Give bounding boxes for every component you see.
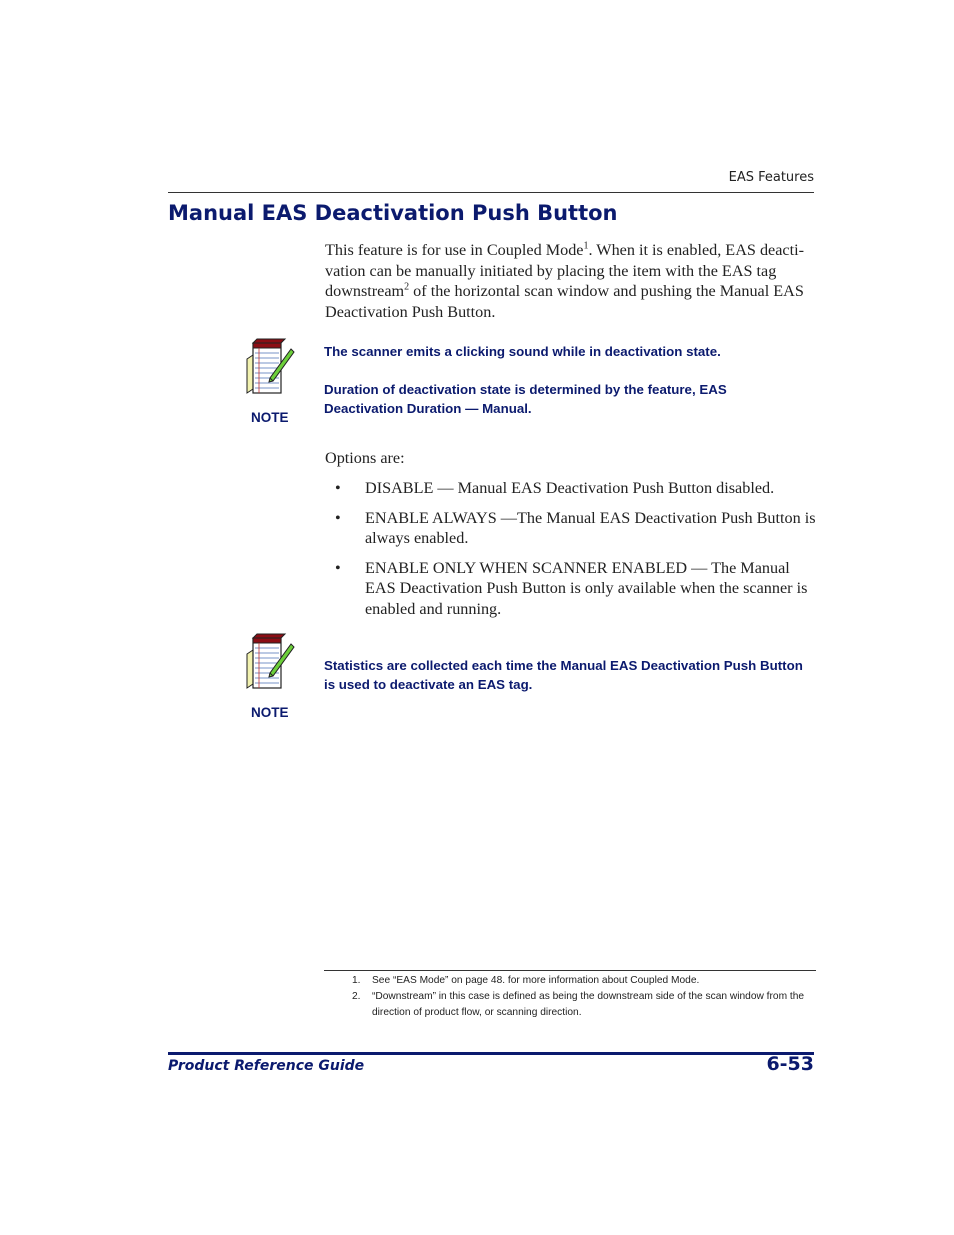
footer-guide-title: Product Reference Guide: [168, 1058, 365, 1074]
running-header: EAS Features: [728, 170, 814, 185]
page-number: 6-53: [766, 1053, 814, 1075]
note-text-3: Statistics are collected each time the Manual EAS Deactivation Push Button is used to deactivate an EAS tag.: [324, 658, 803, 692]
note-label: NOTE: [251, 705, 289, 720]
footnote-number: 1.: [352, 975, 361, 986]
intro-part-2: . When it is enabled, EAS deacti-vation can be manually initiated by placing the item with the EAS tag downstream: [325, 241, 804, 300]
intro-part-1: This feature is for use in Coupled Mode: [325, 241, 584, 259]
options-list: [325, 478, 817, 628]
footnote-ref-1[interactable]: 1: [583, 240, 589, 252]
note-label: NOTE: [251, 410, 289, 425]
header-rule: [168, 192, 814, 193]
section-title: Manual EAS Deactivation Push Button: [168, 201, 618, 225]
options-intro: Options are:: [325, 449, 405, 467]
footnote-number: 2.: [352, 991, 361, 1002]
footnote-ref-2[interactable]: 2: [404, 281, 410, 293]
list-item: [325, 508, 817, 549]
bullet: •: [335, 479, 341, 497]
option-text: ENABLE ONLY WHEN SCANNER ENABLED — The Manual EAS Deactivation Push Button is only available when the scanner is enabled and running.: [365, 558, 808, 618]
intro-part-3: of the horizontal scan window and pushing the Manual EAS Deactivation Push Button.: [325, 282, 804, 321]
intro-paragraph: [325, 240, 817, 322]
footnote-rule: [324, 970, 816, 971]
bullet: •: [335, 558, 341, 577]
footnote-text: “Downstream” in this case is defined as being the downstream side of the scan window from the direction of product flow, or scanning direction.: [372, 991, 805, 1018]
list-item: [325, 478, 817, 499]
list-item: [325, 558, 817, 620]
footnote-1: [352, 973, 812, 989]
footnote-text: See “EAS Mode” on page 48. for more information about Coupled Mode.: [372, 975, 700, 986]
footnote-2: [352, 989, 812, 1020]
note-pad-pencil-icon: [243, 632, 295, 692]
option-text: ENABLE ALWAYS —The Manual EAS Deactivation Push Button is always enabled.: [365, 508, 816, 547]
note-text-2: Duration of deactivation state is determined by the feature, EAS Deactivation Duration — Manual.: [324, 382, 727, 416]
note-text-1: The scanner emits a clicking sound while in deactivation state.: [324, 344, 721, 359]
option-text: DISABLE — Manual EAS Deactivation Push Button disabled.: [365, 479, 775, 497]
bullet: •: [335, 508, 341, 527]
note-pad-pencil-icon: [243, 337, 295, 397]
